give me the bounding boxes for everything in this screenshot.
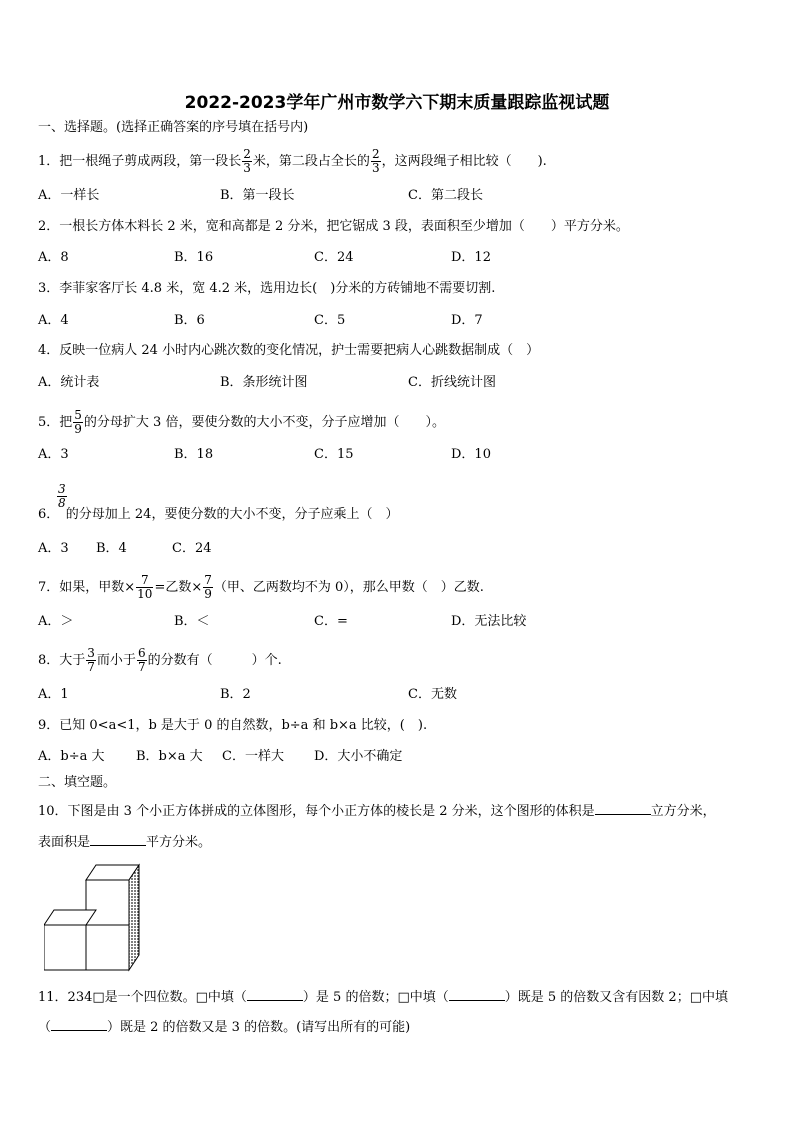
question-11-text-c: ）既是 5 的倍数又含有因数 2；□中填: [504, 990, 728, 1005]
question-7-text-a: 7．如果，甲数×: [38, 580, 136, 595]
question-11-text-b: ）是 5 的倍数；□中填（: [302, 990, 449, 1005]
question-10-text-b: 立方分米，: [650, 804, 716, 819]
option-c[interactable]: C．5: [314, 313, 346, 328]
question-4: 4．反映一位病人 24 小时内心跳次数的变化情况，护士需要把病人心跳数据制成（ ）: [38, 343, 540, 358]
right-cube-front-face: [86, 925, 129, 970]
option-b[interactable]: B．第一段长: [220, 188, 295, 203]
question-3-options: [38, 311, 758, 331]
question-8-options: [38, 685, 758, 705]
left-cube-front-face: [44, 925, 86, 970]
fraction-2-3: $\frac{2}{3}$: [243, 147, 251, 175]
cube-figure: [44, 860, 154, 975]
question-1-text-c: ，这两段绳子相比较（ ).: [381, 154, 547, 169]
question-1: [38, 147, 547, 175]
option-b[interactable]: B．b×a 大: [136, 749, 203, 764]
option-a[interactable]: A．统计表: [38, 375, 100, 390]
answer-blank-multiple-6[interactable]: [51, 1016, 107, 1031]
question-11-text-a: 11．234□是一个四位数。□中填（: [38, 990, 247, 1005]
option-c[interactable]: C．24: [172, 541, 212, 556]
option-d[interactable]: D．10: [451, 447, 491, 462]
question-11-text-d: （: [38, 1020, 52, 1035]
question-7-options: [38, 612, 758, 632]
question-6-options: [38, 539, 758, 559]
question-5-options: [38, 445, 758, 465]
top-cube-front-face: [86, 880, 129, 925]
option-c[interactable]: C．折线统计图: [408, 375, 496, 390]
question-1-text-a: 1．把一根绳子剪成两段，第一段长: [38, 154, 242, 169]
question-11-line-2: [38, 1016, 410, 1036]
option-c[interactable]: C．无数: [408, 687, 457, 702]
answer-blank-multiple-5[interactable]: [247, 986, 303, 1001]
question-9: 9．已知 0<a<1，b 是大于 0 的自然数，b÷a 和 b×a 比较，( ).: [38, 718, 428, 733]
question-8-text-c: 的分数有（ ）个.: [147, 653, 282, 668]
option-c[interactable]: C．第二段长: [408, 188, 483, 203]
question-7-text-b: =乙数×: [154, 580, 203, 595]
question-6: 6． 的分母加上 24，要使分数的大小不变，分子应乘上（ ）: [38, 507, 399, 522]
option-c[interactable]: C．一样大: [222, 749, 284, 764]
question-11-line-1: [38, 986, 728, 1006]
option-b[interactable]: B．2: [220, 687, 251, 702]
option-c[interactable]: C．=: [314, 614, 348, 629]
question-9-options: [38, 747, 758, 767]
question-5-text-b: 的分母扩大 3 倍，要使分数的大小不变，分子应增加（ ）。: [83, 415, 445, 430]
question-8-text-b: 而小于: [96, 653, 136, 668]
option-c[interactable]: C．24: [314, 250, 354, 265]
question-8: [38, 646, 282, 674]
question-3: 3．李菲家客厅长 4.8 米，宽 4.2 米，选用边长( )分米的方砖铺地不需要切割.: [38, 281, 496, 296]
fraction-5-9: $\frac{5}{9}$: [74, 408, 82, 436]
option-a[interactable]: A．b÷a 大: [38, 749, 105, 764]
fraction-2-3-second: $\frac{2}{3}$: [371, 147, 380, 175]
fraction-3-7: $\frac{3}{7}$: [87, 646, 95, 674]
right-side-shaded-face: [129, 865, 139, 970]
question-2-options: [38, 248, 758, 268]
option-a[interactable]: A．一样长: [38, 188, 100, 203]
option-a[interactable]: A．1: [38, 687, 69, 702]
option-b[interactable]: B．＜: [174, 614, 210, 629]
option-b[interactable]: B．16: [174, 250, 214, 265]
question-7: [38, 573, 484, 601]
option-a[interactable]: A．8: [38, 250, 69, 265]
option-a[interactable]: A．3: [38, 541, 69, 556]
option-c[interactable]: C．15: [314, 447, 354, 462]
option-d[interactable]: D．12: [451, 250, 491, 265]
question-4-options: [38, 373, 758, 393]
option-b[interactable]: B．条形统计图: [220, 375, 308, 390]
option-b[interactable]: B．4: [96, 541, 127, 556]
answer-blank-volume[interactable]: [595, 800, 651, 815]
question-1-text-b: 米，第二段占全长的: [252, 154, 370, 169]
option-d[interactable]: D．无法比较: [451, 614, 527, 629]
fraction-3-8: $\frac{3}{8}$: [58, 482, 66, 510]
question-10-line-1: [38, 800, 716, 820]
question-7-text-c: （甲、乙两数均不为 0），那么甲数（ ）乙数.: [213, 580, 484, 595]
section-heading-fill: 二、填空题。: [38, 775, 117, 790]
question-5-text-a: 5．把: [38, 415, 73, 430]
question-1-options: [38, 186, 758, 206]
option-d[interactable]: D．大小不确定: [314, 749, 403, 764]
option-d[interactable]: D．7: [451, 313, 483, 328]
page-title: 2022-2023学年广州市数学六下期末质量跟踪监视试题: [184, 93, 610, 113]
option-a[interactable]: A．＞: [38, 614, 74, 629]
answer-blank-multiple-10[interactable]: [449, 986, 505, 1001]
question-10-text-d: 平方分米。: [146, 835, 212, 850]
fraction-7-9: $\frac{7}{9}$: [204, 573, 212, 601]
question-10-line-2: [38, 831, 211, 851]
question-11-text-e: ）既是 2 的倍数又是 3 的倍数。(请写出所有的可能): [107, 1020, 411, 1035]
section-heading-choice: 一、选择题。(选择正确答案的序号填在括号内): [38, 120, 309, 135]
question-2: 2．一根长方体木料长 2 米，宽和高都是 2 分米，把它锯成 3 段，表面积至少增加（ ）平方分米。: [38, 219, 629, 234]
question-10-text-c: 表面积是: [38, 835, 91, 850]
option-b[interactable]: B．18: [174, 447, 214, 462]
answer-blank-surface[interactable]: [90, 831, 146, 846]
option-b[interactable]: B．6: [174, 313, 205, 328]
question-5: [38, 408, 445, 436]
option-a[interactable]: A．4: [38, 313, 69, 328]
option-a[interactable]: A．3: [38, 447, 69, 462]
question-8-text-a: 8．大于: [38, 653, 86, 668]
fraction-7-10: $\frac{7}{10}$: [137, 573, 153, 601]
question-10-text-a: 10．下图是由 3 个小正方体拼成的立体图形，每个小正方体的棱长是 2 分米，这个图形的体积是: [38, 804, 595, 819]
fraction-6-7: $\frac{6}{7}$: [137, 646, 146, 674]
